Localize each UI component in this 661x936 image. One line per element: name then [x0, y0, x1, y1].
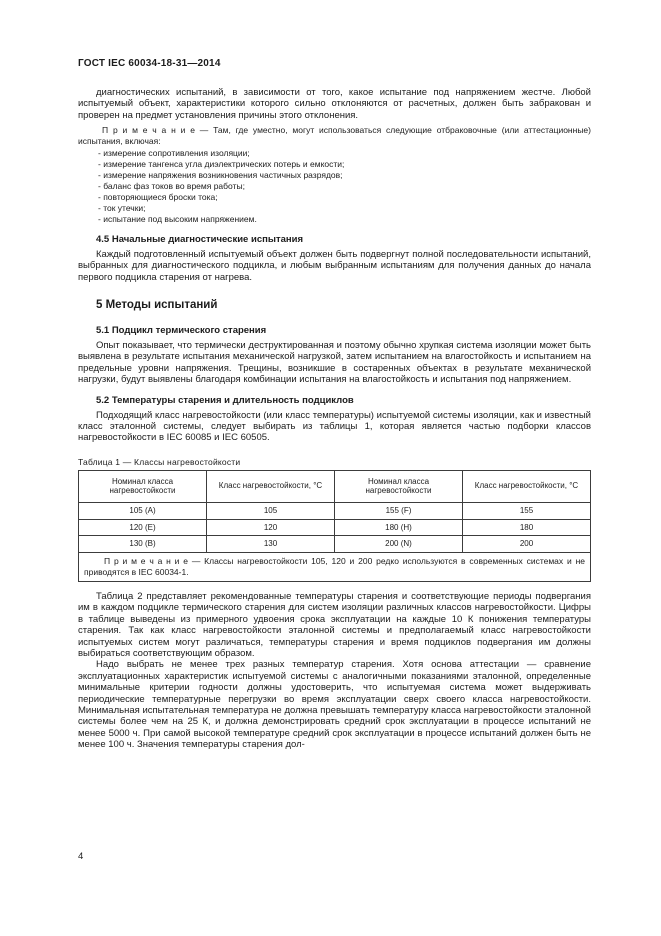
table-cell: 200	[463, 536, 591, 553]
table-cell: 105 (A)	[79, 502, 207, 519]
list-item: - измерение напряжения возникновения частичных разрядов;	[98, 170, 343, 181]
paragraph-5-2: Подходящий класс нагревостойкости (или класс температуры) испытуемой системы изоляции, как и известный класс эталонной системы, следует выбирать из таблицы 1, которая является частью подборки классов нагревостойкости в IEC 60085 и IEC 60505.	[78, 409, 591, 444]
table-cell: 130 (B)	[79, 536, 207, 553]
heading-5-1: 5.1 Подцикл термического старения	[96, 324, 267, 336]
table-cell: 200 (N)	[335, 536, 463, 553]
table-row	[79, 536, 591, 553]
table-cell: 155 (F)	[335, 502, 463, 519]
list-item: - повторяющиеся броски тока;	[98, 192, 218, 203]
page-number: 4	[78, 851, 84, 862]
doc-header: ГОСТ IEC 60034-18-31—2014	[78, 58, 221, 69]
note-intro: П р и м е ч а н и е — Там, где уместно, могут использоваться следующие отбраковочные (или аттестационные) испытания, включая:	[78, 125, 591, 146]
list-item: - измерение сопротивления изоляции;	[98, 148, 250, 159]
table-cell: 180 (H)	[335, 519, 463, 536]
paragraph-aging-temperatures: Надо выбрать не менее трех разных температур старения. Хотя основа аттестации — сравнение эксплуатационных характеристик испытуемой системы с аналогичными показаниями эталонной, определенные минимальные критерии годности должны удостоверить, что испытуемая система может выдерживать периодические температурные перегрузки во время эксплуатации сверх своего класса нагревостойкости. Минимальная испытательная температура не должна превышать температуру класса нагревостойкости эталонной системы более чем на 25 К, и должна демонстрировать средний срок эксплуатации в процессе испытаний не менее 5000 ч. При самой высокой температуре средний срок эксплуатации в процессе испытаний должен быть не менее 100 ч. Значения температуры старения дол-	[78, 659, 591, 751]
table-cell: 120 (E)	[79, 519, 207, 536]
paragraph-4-5: Каждый подготовленный испытуемый объект должен быть подвергнут полной последовательности испытаний, выбранных для диагностического подцикла, и любым выбранным испытаниям для получения данных до начала первого подцикла старения от нагрева.	[78, 248, 591, 283]
table-cell: 105	[207, 502, 335, 519]
list-item: - баланс фаз токов во время работы;	[98, 181, 245, 192]
table-note: П р и м е ч а н и е — Классы нагревостойкости 105, 120 и 200 редко используются в современных системах и не приводятся в IEC 60034-1.	[79, 553, 591, 582]
table-cell: 155	[463, 502, 591, 519]
table-caption: Таблица 1 — Классы нагревостойкости	[78, 456, 241, 467]
table-row	[79, 519, 591, 536]
paragraph-5-1: Опыт показывает, что термически деструктированная и поэтому обычно хрупкая система изоляции может быть выявлена в результате испытания механической нагрузкой, затем испытанием на влагостойкость и испытанием на предельные уровни напряжения. Трещины, возникшие в состаренных объектах в результате механической нагрузки, будут выявлены благодаря комбинации испытания на влагостойкость и испытания под напряжением.	[78, 339, 591, 386]
table-header-row	[79, 470, 591, 502]
heat-resistance-class-table	[78, 470, 591, 582]
heading-4-5: 4.5 Начальные диагностические испытания	[96, 233, 304, 245]
table-row	[79, 502, 591, 519]
table-cell: 120	[207, 519, 335, 536]
note-list	[78, 148, 591, 224]
table-cell: 180	[463, 519, 591, 536]
heading-5: 5 Методы испытаний	[96, 298, 218, 311]
table-cell: 130	[207, 536, 335, 553]
table-header-cell: Класс нагревостойкости, °С	[207, 470, 335, 502]
list-item: - ток утечки;	[98, 202, 146, 213]
list-item: - испытание под высоким напряжением.	[98, 213, 257, 224]
heading-5-2: 5.2 Температуры старения и длительность подциклов	[96, 394, 354, 406]
list-item: - измерение тангенса угла диэлектрических потерь и емкости;	[98, 159, 345, 170]
paragraph-continuation: диагностических испытаний, в зависимости от того, какое испытание под напряжением жестче. Любой испытуемый объект, характеристики которого сильно отклоняются от расчетных, должен быть забракован и проверен на предмет установления причины этого отклонения.	[78, 87, 591, 121]
table-header-cell: Номинал класса нагревостойкости	[79, 470, 207, 502]
table-header-cell: Номинал класса нагревостойкости	[335, 470, 463, 502]
table-header-cell: Класс нагревостойкости, °С	[463, 470, 591, 502]
paragraph-table2-intro: Таблица 2 представляет рекомендованные температуры старения и соответствующие периоды подвергания им в каждом подцикле термического старения для систем изоляции различных классов нагревостойкости. Цифры в таблице выведены из примерного удвоения срока эксплуатации на каждые 10 К понижения температуры старения. Так как класс нагревостойкости эталонной системы и предполагаемый класс нагревостойкости испытуемых систем могут различаться, температуры старения и время подциклов подвергания им должны выбираться соответствующим образом.	[78, 591, 591, 660]
table-note-row	[79, 553, 591, 582]
